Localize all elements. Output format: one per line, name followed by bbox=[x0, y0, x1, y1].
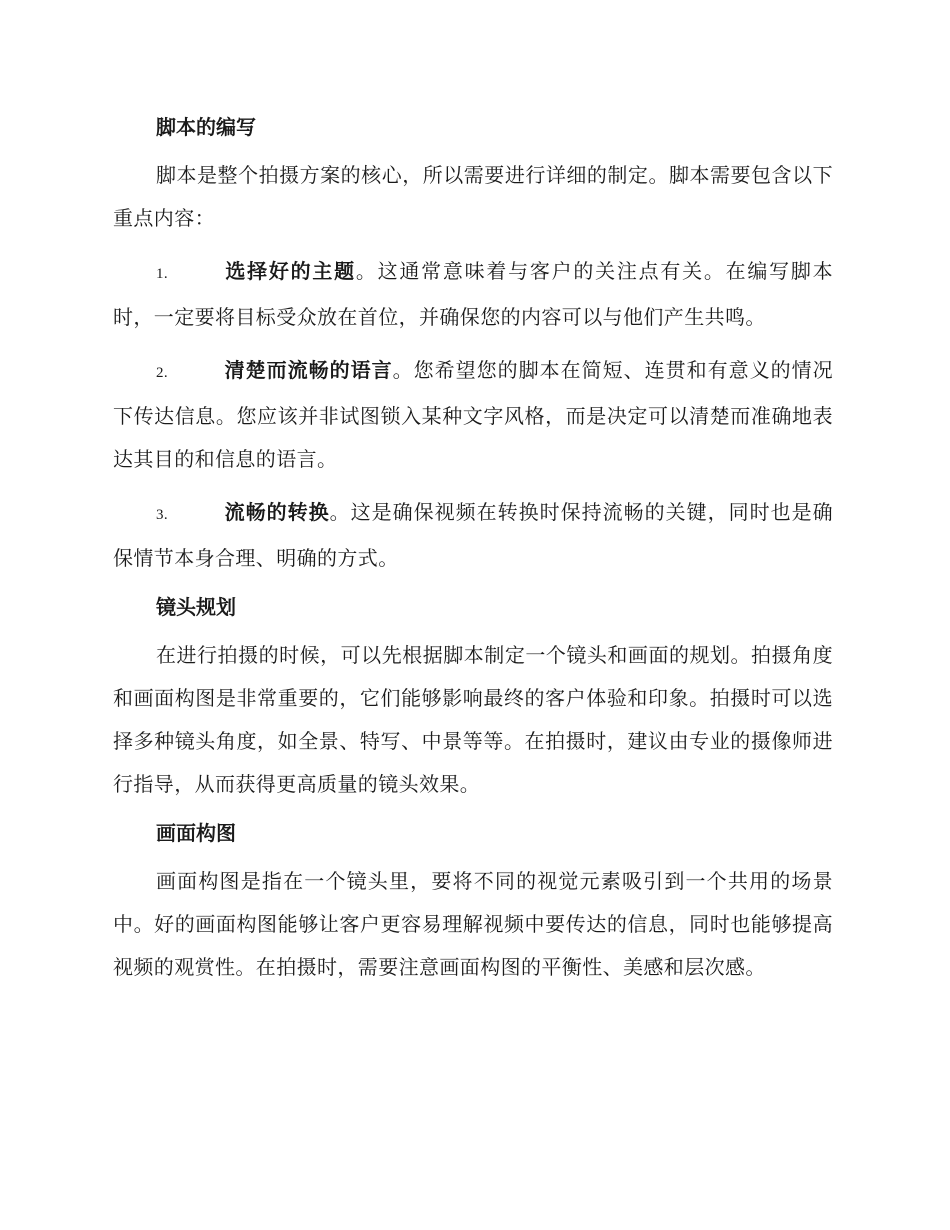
shot-planning-body: 在进行拍摄的时候，可以先根据脚本制定一个镜头和画面的规划。拍摄角度和画面构图是非常重要的，它们能够影响最终的客户体验和印象。拍摄时可以选择多种镜头角度，如全景、特写、中景等等。在拍摄时，建议由专业的摄像师进行指导，从而获得更高质量的镜头效果。 bbox=[113, 643, 833, 796]
document-page bbox=[113, 106, 833, 989]
list-text: 。您希望您的脚本在简短、连贯和有意义的情况下传达信息。您应该并非试图锁入某种文字风格，而是决定可以清楚而准确地表达其目的和信息的语言。 bbox=[113, 358, 834, 471]
list-number: 1. bbox=[156, 266, 169, 282]
list-text: 。这通常意味着与客户的关注点有关。在编写脚本时，一定要将目标受众放在首位，并确保您的内容可以与他们产生共鸣。 bbox=[113, 259, 833, 329]
list-text: 。这是确保视频在转换时保持流畅的关键，同时也是确保情节本身合理、明确的方式。 bbox=[113, 500, 834, 570]
list-item-1 bbox=[113, 250, 833, 339]
list-term: 清楚而流畅的语言 bbox=[224, 358, 393, 382]
list-term: 流畅的转换 bbox=[224, 500, 330, 524]
script-writing-intro: 脚本是整个拍摄方案的核心，所以需要进行详细的制定。脚本需要包含以下重点内容： bbox=[113, 163, 833, 230]
list-number: 2. bbox=[156, 365, 169, 381]
list-item-3 bbox=[113, 491, 833, 580]
section-heading-shot-planning: 镜头规划 bbox=[156, 595, 236, 619]
list-item-2 bbox=[113, 349, 833, 481]
list-term: 选择好的主题 bbox=[224, 259, 356, 283]
section-heading-script-writing: 脚本的编写 bbox=[156, 115, 256, 139]
section-heading-composition: 画面构图 bbox=[156, 821, 236, 845]
list-number: 3. bbox=[156, 507, 169, 523]
composition-body: 画面构图是指在一个镜头里，要将不同的视觉元素吸引到一个共用的场景中。好的画面构图能够让客户更容易理解视频中要传达的信息，同时也能够提高视频的观赏性。在拍摄时，需要注意画面构图的平衡性、美感和层次感。 bbox=[113, 869, 833, 979]
